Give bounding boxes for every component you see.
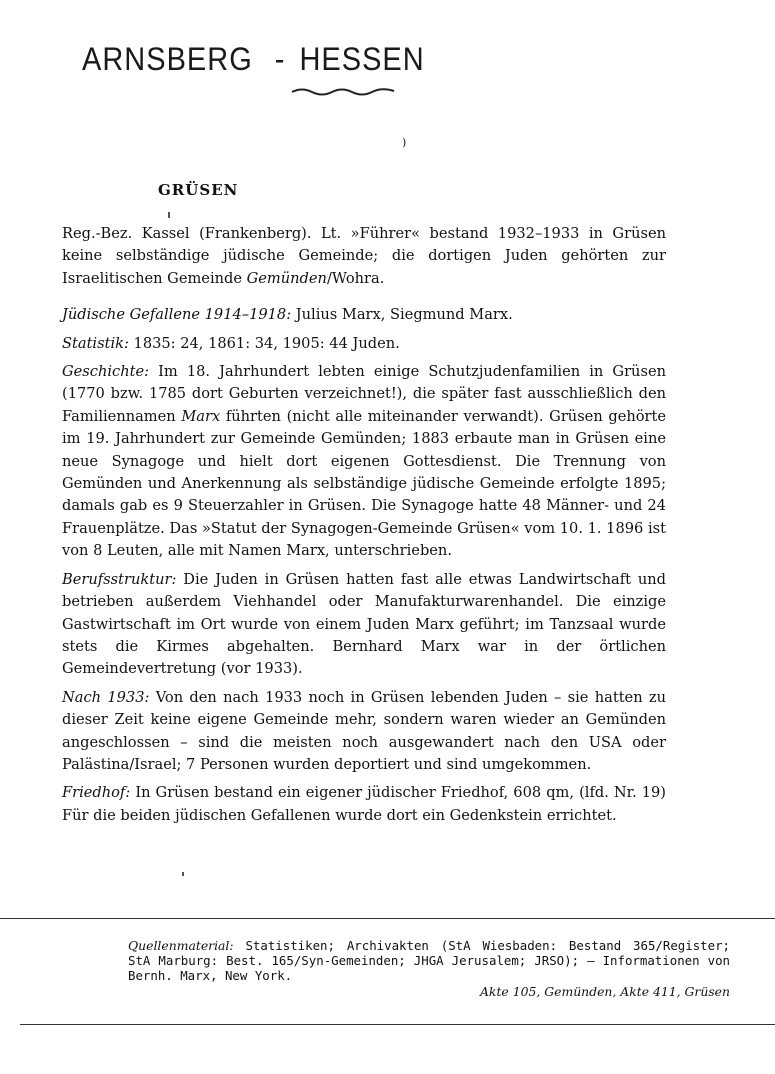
friedhof-label: Friedhof: [62, 784, 131, 802]
handwritten-header [82, 42, 425, 79]
intro-paragraph [62, 223, 666, 290]
archive-reference: Akte 105, Gemünden, Akte 411, Grüsen [479, 984, 730, 999]
beruf-text: Die Juden in Grüsen hatten fast alle etwas Landwirtschaft und betrieben außerdem Viehhandel oder Manufakturwarenhandel. Die einzige Gastwirtschaft im Ort wurde von einem Juden Marx geführt; im Tanzsaal wurde stets die Kirmes abgehalten. Bernhard Marx war in der örtlichen Gemeindevertretung (vor 1933). [62, 570, 666, 678]
nach1933-text: Von den nach 1933 noch in Grüsen lebenden Juden – sie hatten zu dieser Zeit keine eigene Gemeinde mehr, sondern waren wieder an Gemünden angeschlossen – sind die meisten noch ausgewandert nach den USA oder Palästina/Israel; 7 Personen wurden deportiert und sind umgekommen. [62, 688, 666, 773]
friedhof-paragraph [62, 782, 666, 827]
statistik-text: 1835: 24, 1861: 34, 1905: 44 Juden. [128, 334, 400, 352]
sources-label: Quellenmaterial: [128, 938, 234, 953]
entry-title: GRÜSEN [158, 181, 239, 199]
intro-italic: Gemünden [246, 269, 327, 287]
stray-mark: ) [402, 136, 407, 149]
geschichte-text-1: Im 18. Jahrhundert lebten einige Schutzjudenfamilien in Grüsen (1770 bzw. 1785 dort Geburten verzeichnet!), die später fast ausschließlich den Familiennamen [62, 363, 666, 425]
intro-end: /Wohra. [326, 269, 385, 287]
geschichte-italic: Marx [181, 407, 221, 425]
sources-text-block [128, 938, 730, 983]
sources-text: Statistiken; Archivakten (StA Wiesbaden: Bestand 365/Register; StA Marburg: Best. 165/Syn-Gemeinden; JHGA Jerusalem; JRSO); – Informationen von Bernh. Marx, New York. [128, 938, 730, 983]
nach1933-paragraph [62, 687, 666, 777]
geschichte-label: Geschichte: [62, 363, 150, 381]
nach1933-label: Nach 1933: [62, 688, 150, 706]
scan-speck [182, 872, 184, 876]
handwritten-place: ARNSBERG [82, 42, 253, 78]
fallen-paragraph [62, 304, 666, 326]
intro-text: Reg.-Bez. Kassel (Frankenberg). Lt. »Führer« bestand 1932–1933 in Grüsen keine selbständige jüdische Gemeinde; die dortigen Juden gehörten zur Israelitischen Gemeinde [62, 225, 666, 287]
friedhof-text: In Grüsen bestand ein eigener jüdischer Friedhof, 608 qm, (lfd. Nr. 19) Für die beiden jüdischen Gefallenen wurde dort ein Gedenkstein errichtet. [62, 784, 666, 824]
geschichte-text-2: führten (nicht alle miteinander verwandt). Grüsen gehörte im 19. Jahrhundert zur Gemeinde Gemünden; 1883 erbaute man in Grüsen eine neue Synagoge und hielt dort eigenen Gottesdienst. Die Trennung von Gemünden und Anerkennung als selbständige jüdische Gemeinde erfolgte 1895; damals gab es 9 Steuerzahler in Grüsen. Die Synagoge hatte 48 Männer- und 24 Frauenplätze. Das »Statut der Synagogen-Gemeinde Grüsen« vom 10. 1. 1896 ist von 8 Leuten, alle mit Namen Marx, unterschrieben. [62, 407, 667, 560]
geschichte-paragraph [62, 361, 666, 563]
beruf-label: Berufsstruktur: [62, 570, 177, 588]
sources-top-rule [0, 918, 775, 919]
sources-bottom-rule [20, 1024, 775, 1025]
handwritten-dash: - [274, 42, 286, 78]
sources-block [128, 938, 730, 999]
fallen-text: Julius Marx, Siegmund Marx. [291, 306, 513, 324]
statistik-label: Statistik: [62, 334, 129, 352]
fallen-label: Jüdische Gefallene 1914–1918: [62, 306, 292, 324]
handwritten-underline-squiggle [290, 84, 400, 98]
entry-body [62, 223, 666, 833]
handwritten-state: HESSEN [299, 42, 425, 78]
statistik-paragraph [62, 333, 666, 355]
beruf-paragraph [62, 569, 666, 681]
scan-speck [168, 212, 170, 218]
